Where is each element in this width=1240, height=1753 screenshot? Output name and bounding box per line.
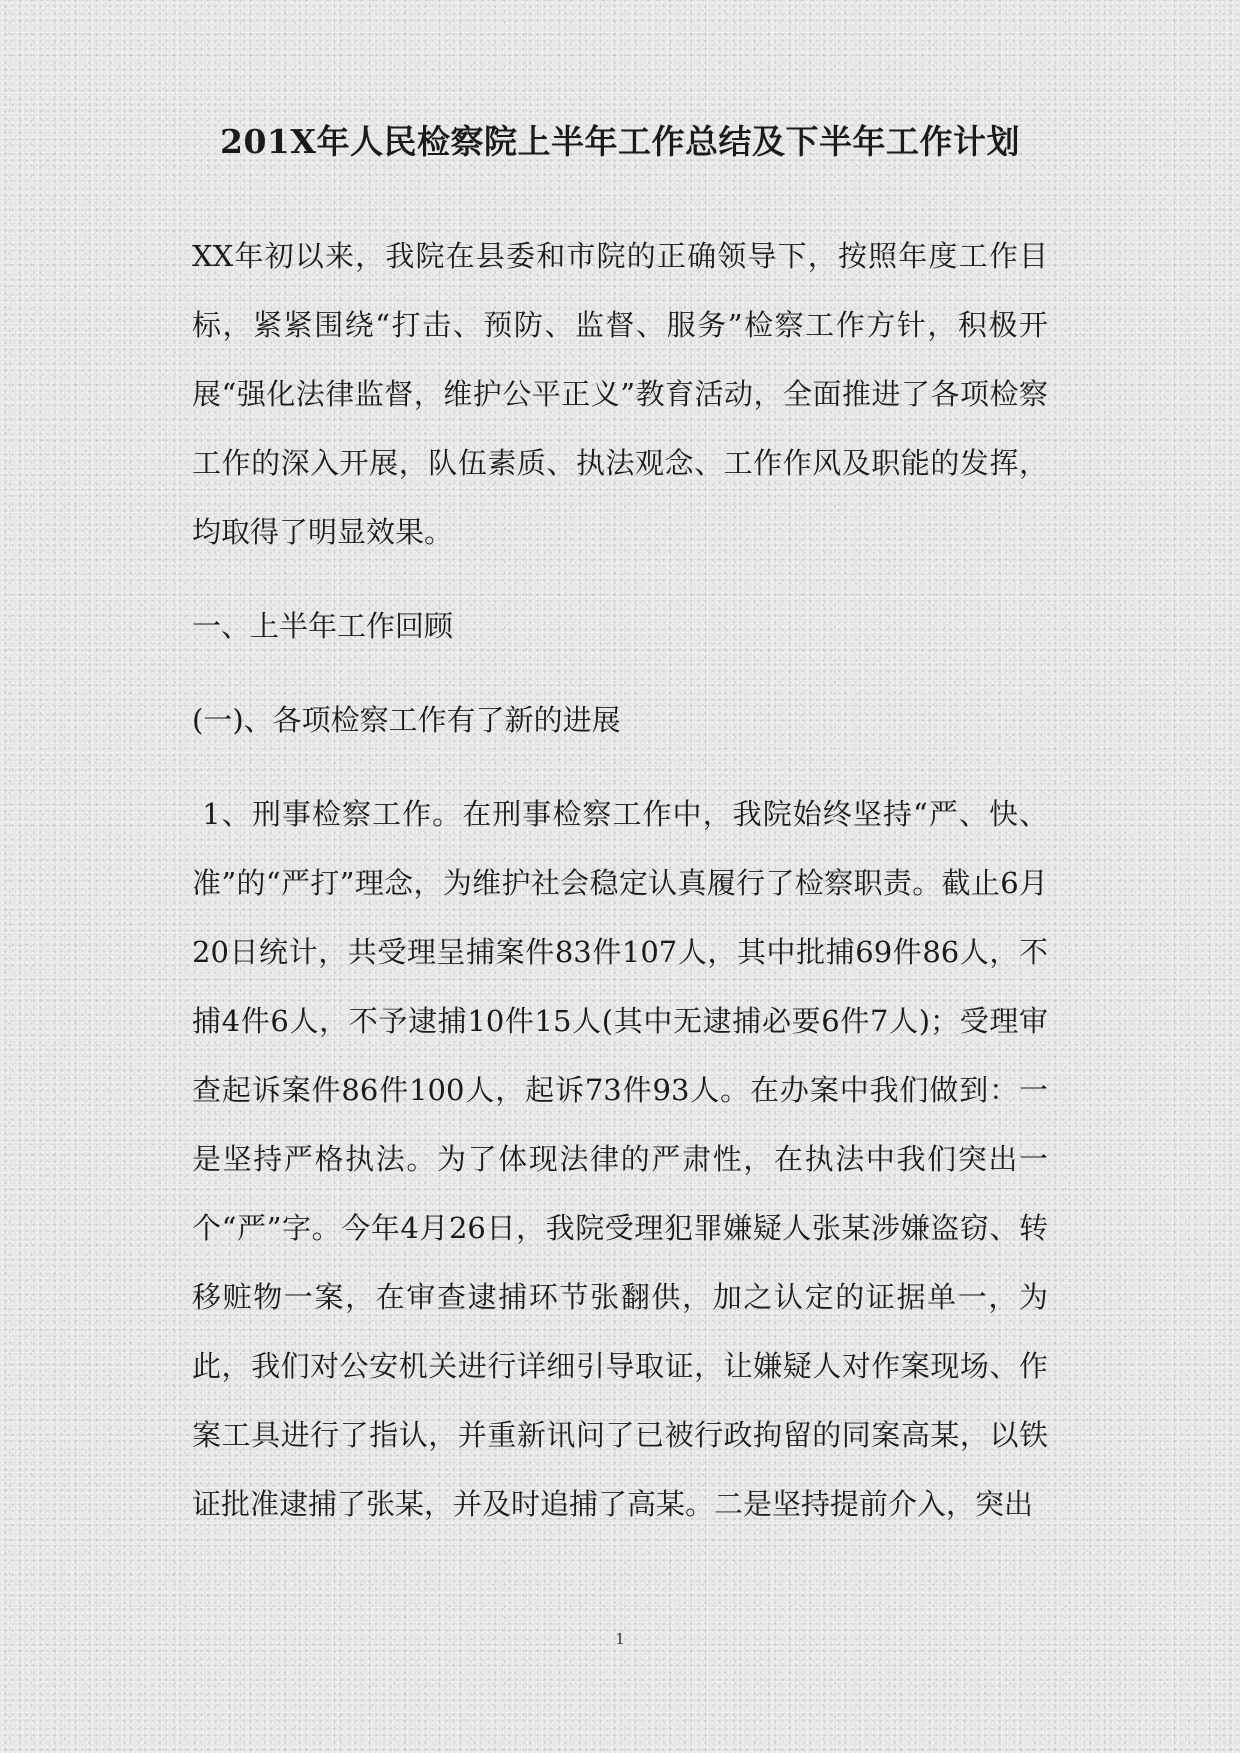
document-title: 201X年人民检察院上半年工作总结及下半年工作计划 xyxy=(220,122,1020,161)
subsection-heading: (一)、各项检察工作有了新的进展 xyxy=(192,703,621,737)
intro-paragraph: XX年初以来，我院在县委和市院的正确领导下，按照年度工作目标，紧紧围绕“打击、预防、监督、服务”检察工作方针，积极开展“强化法律监督，维护公平正义”教育活动，全面推进了各项检察工作的深入开展，队伍素质、执法观念、工作作风及职能的发挥，均取得了明显效果。 xyxy=(192,239,1048,549)
criminal-work-paragraph: 1、刑事检察工作。在刑事检察工作中，我院始终坚持“严、快、准”的“严打”理念，为维护社会稳定认真履行了检察职责。截止6月20日统计，共受理呈捕案件83件107人，其中批捕69件86人，不捕4件6人，不予逮捕10件15人(其中无逮捕必要6件7人)；受理审查起诉案件86件100人，起诉73件93人。在办案中我们做到：一是坚持严格执法。为了体现法律的严肃性，在执法中我们突出一个“严”字。今年4月26日，我院受理犯罪嫌疑人张某涉嫌盗窃、转移赃物一案，在审查逮捕环节张翻供，加之认定的证据单一，为此，我们对公安机关进行详细引导取证，让嫌疑人对作案现场、作案工具进行了指认，并重新讯问了已被行政拘留的同案高某，以铁证批准逮捕了张某，并及时追捕了高某。二是坚持提前介入，突出 xyxy=(192,797,1049,1521)
paragraph-gap xyxy=(192,755,1048,780)
document-body xyxy=(192,222,1048,1539)
page-number: 1 xyxy=(615,1630,625,1648)
section-heading: 一、上半年工作回顾 xyxy=(192,609,454,643)
paragraph-gap xyxy=(192,661,1048,686)
paragraph-gap xyxy=(192,567,1048,592)
